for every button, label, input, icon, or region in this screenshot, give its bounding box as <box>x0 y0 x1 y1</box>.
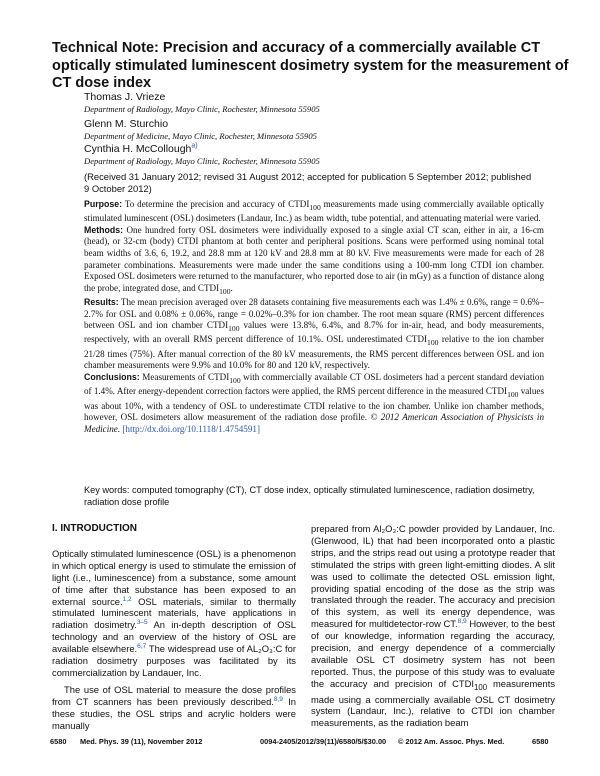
citation-link[interactable]: 3–5 <box>136 619 148 627</box>
keywords: Key words: computed tomography (CT), CT dose index, optically stimulated luminescence, radiation dosimetry, radiation dose profile <box>84 485 535 507</box>
received-dates: (Received 31 January 2012; revised 31 August 2012; accepted for publication 5 September 2012; published 9 October 2012) <box>84 171 532 194</box>
abstract-methods: Methods: One hundred forty OSL dosimeters were individually exposed to a single axial CT scan, either in air, a 16-cm (head), or 32-cm (body) CTDI phantom at both center and peripheral positions. Scans were performed using nominal total beam widths of 3.6, 6, 19.2, and 28.8 mm at 120 kV and 28.8 mm at 80 kV. Five measurements were made for each of 28 parameter combinations. Measurements were made under the same conditions using a 100-mm long CTDI ion chamber. Exposed OSL dosimeters were returned to the manufacturer, who reported dose to air (in mGy) as a function of distance along the probe, integrated dose, and $CTDI_{100}$. <box>84 224 544 296</box>
author-name: Cynthia H. McCollough$^{a)}$ <box>84 142 198 155</box>
footer-page-number: 6580 <box>532 737 549 746</box>
citation-link[interactable]: 6,7 <box>137 643 147 651</box>
footer-copyright: © 2012 Am. Assoc. Phys. Med. <box>398 737 505 746</box>
author-affiliation: Department of Radiology, Mayo Clinic, Rochester, Minnesota 55905 <box>84 104 320 114</box>
author-name: Thomas J. Vrieze <box>84 91 166 103</box>
footer-journal: Med. Phys. 39 (11), November 2012 <box>80 737 203 746</box>
paper-title: Technical Note: Precision and accuracy of a commercially available CT optically stimulated luminescent dosimetry system for the measurement of CT dose index <box>52 40 569 91</box>
section-heading: I. INTRODUCTION <box>52 523 137 534</box>
citation-link[interactable]: 8,9 <box>457 618 467 626</box>
abstract <box>84 199 544 435</box>
author-affiliation: Department of Medicine, Mayo Clinic, Rochester, Minnesota 55905 <box>84 131 317 141</box>
author-footnote-link[interactable]: a) <box>191 142 198 150</box>
intro-paragraph-2-continued: prepared from Al₂O₃:C powder provided by Landauer, Inc. (Glenwood, IL) that had been incorporated onto a plastic strips, and the strips read out using a prototype reader that stimulated the strips with green light-emitting diodes. A slit was used to collimate the detected OSL emission light, providing spatial encoding of the dose as the strip was translated through the reader. The accuracy and precision of this system, as well its energy dependence, was measured for multidetector-row CT.$^{8,9}$ However, to the best of our knowledge, information regarding the accuracy, precision, and energy dependence of a commercially available OSL CT dosimetry system has not been reported. Thus, the purpose of this study was to evaluate the accuracy and precision of $CTDI_{100}$ measurements made using a commercially available OSL CT dosimetry system (Landaur, Inc.), relative to CTDI ion chamber measurements, as the radiation beam <box>311 523 556 729</box>
intro-paragraph-1: Optically stimulated luminescence (OSL) is a phenomenon in which optical energy is used to stimulate the emission of light (i.e., luminescence) from a substance, some amount of time after that substance has been exposed to an external source.$^{1,2}$ OSL materials, similar to thermally stimulated luminescent materials, have applications in radiation dosimetry.$^{3-5}$ An in-depth description of OSL technology and an overview of the history of OSL are available elsewhere.$^{6,7}$ The widespread use of AL₂O₃:C for radiation dosimetry purposes was facilitated by its commercialization by Landauer, Inc. <box>52 547 296 678</box>
author-affiliation: Department of Radiology, Mayo Clinic, Rochester, Minnesota 55905 <box>84 156 320 166</box>
abstract-purpose: Purpose: To determine the precision and accuracy of $CTDI_{100}$ measurements made using commercially available optically stimulated luminescent (OSL) dosimeters (Landaur, Inc.) as beam width, tube potential, and attenuating material were varied. <box>84 199 544 224</box>
intro-paragraph-2: The use of OSL material to measure the dose profiles from CT scanners has been previously described.$^{8,9}$ In these studies, the OSL strips and acrylic holders were manually <box>52 683 296 731</box>
citation-link[interactable]: 8,9 <box>273 695 283 703</box>
doi-link[interactable]: [http://dx.doi.org/10.1118/1.4754591] <box>122 423 260 434</box>
footer-issn: 0094-2405/2012/39(11)/6580/5/$30.00 <box>260 737 387 746</box>
abstract-results: Results: The mean precision averaged over 28 datasets containing five measurements each was 1.4% ± 0.6%, range = 0.6%–2.7% for OSL and 0.08% ± 0.06%, range = 0.02%–0.3% for ion chamber. The root mean square (RMS) percent differences between OSL and ion chamber $CTDI_{100}$ values were 13.8%, 6.4%, and 8.7% for in-air, head, and body measurements, respectively, with an overall RMS percent difference of 10.1%. OSL underestimated $CTDI_{100}$ relative to the ion chamber 21/28 times (75%). After manual correction of the 80 kV measurements, the RMS percent differences between OSL and ion chamber measurements were 9.9% and 10.0% for 80 and 120 kV, respectively. <box>84 297 545 371</box>
right-column <box>311 523 555 729</box>
left-column <box>52 523 296 732</box>
copyright-notice: © 2012 American Association of Physicists in Medicine. <box>84 412 544 434</box>
citation-link[interactable]: 1,2 <box>122 595 132 603</box>
author-name: Glenn M. Sturchio <box>84 118 169 130</box>
footer-page-number: 6580 <box>50 737 67 746</box>
abstract-conclusions: Conclusions: Measurements of $CTDI_{100}$ with commercially available CT OSL dosimeters had a percent standard deviation of 1.4%. After energy-dependent correction factors were applied, the RMS percent difference in the measured $CTDI_{100}$ values was about 10%, with a tendency of OSL to underestimate CTDI relative to the ion chamber. Unlike ion chamber methods, however, OSL dosimeters allow measurement of the radiation dose profile. © 2012 American Association of Physicists in Medicine. [http://dx.doi.org/10.1118/1.4754591] <box>84 371 544 434</box>
